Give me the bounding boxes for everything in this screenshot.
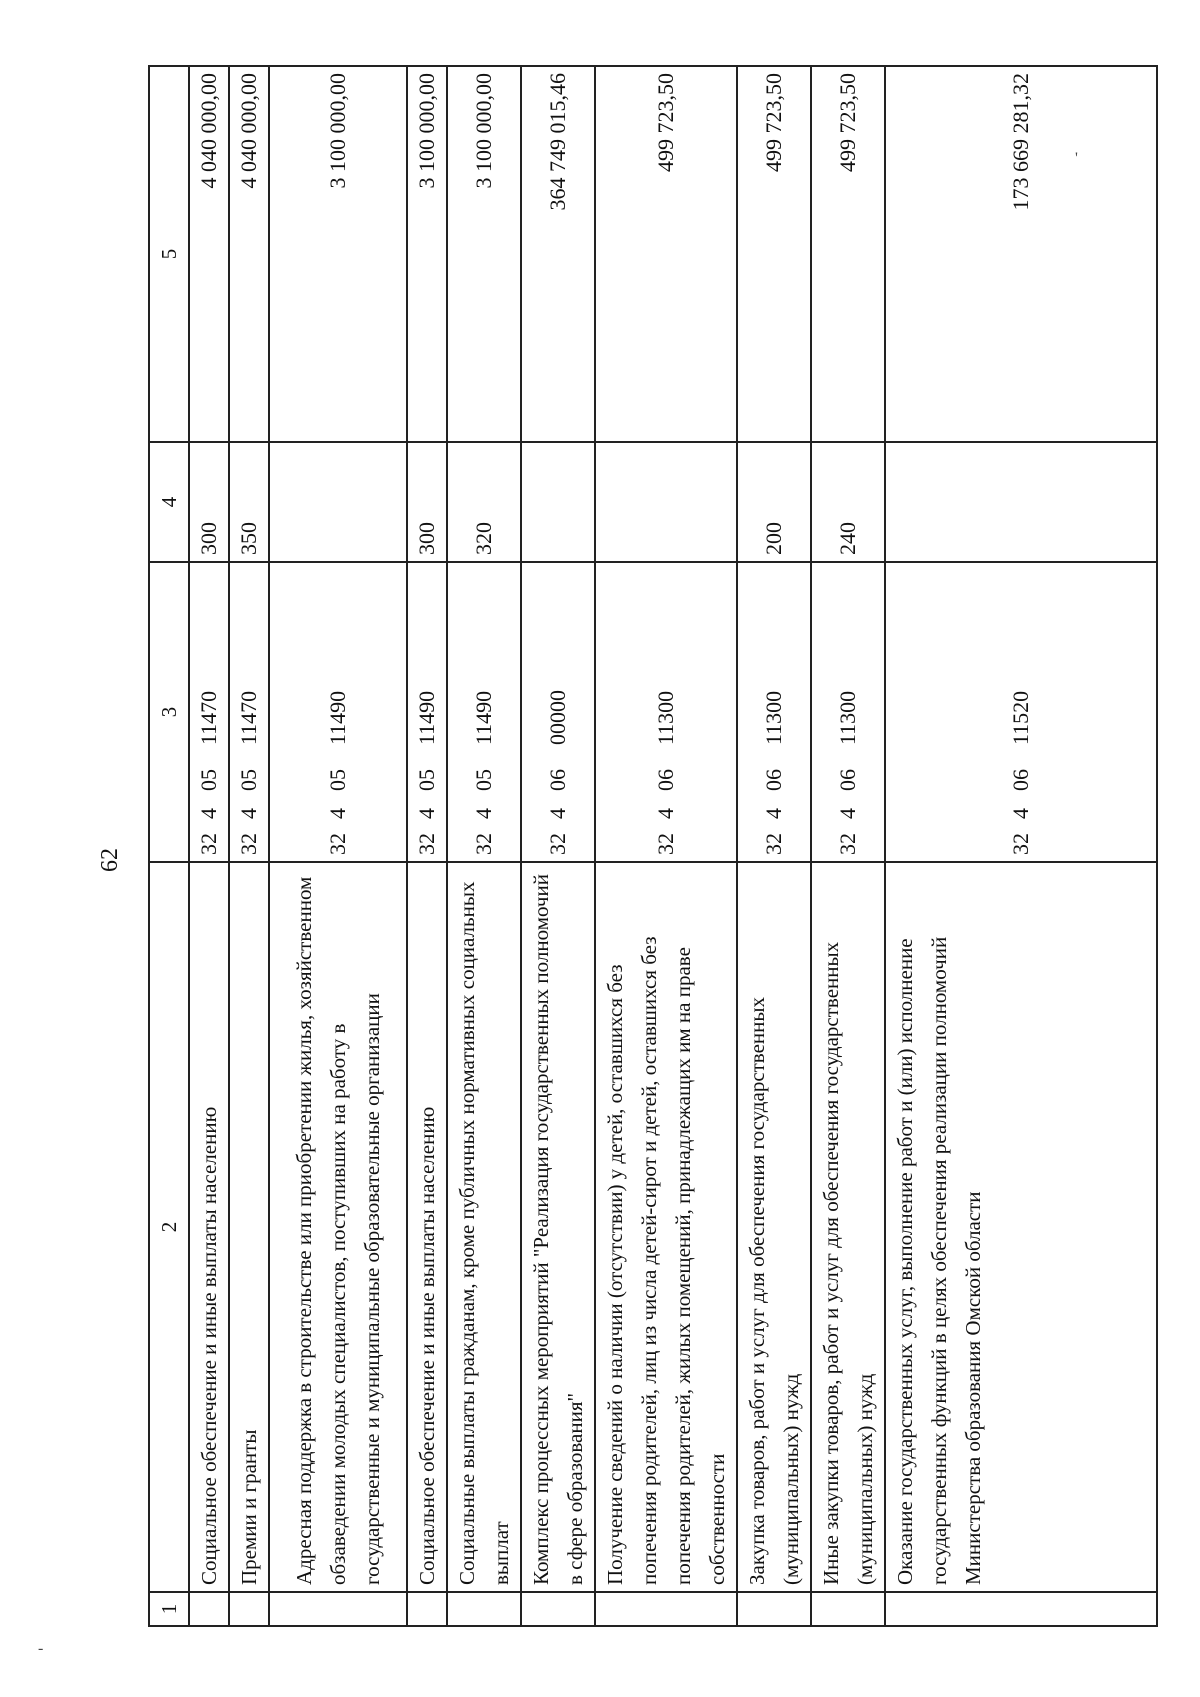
classification-code-cell: 3240611300	[595, 562, 737, 862]
expense-type-cell: 300	[189, 442, 229, 562]
row-number-cell	[521, 1592, 595, 1626]
table-row	[521, 66, 595, 1626]
classification-code-cell: 3240611300	[737, 562, 811, 862]
row-number-cell	[811, 1592, 885, 1626]
expense-name-cell: Закупка товаров, работ и услуг для обеспечения государственных (муниципальных) нужд	[737, 862, 811, 1592]
row-number-cell	[407, 1592, 447, 1626]
table-row	[189, 66, 229, 1626]
table-row	[269, 66, 407, 1626]
budget-table	[148, 65, 1158, 1627]
expense-type-cell	[521, 442, 595, 562]
header-row	[149, 66, 189, 1626]
classification-code-cell: 3240611520	[885, 562, 1157, 862]
classification-code-cell: 3240511490	[269, 562, 407, 862]
header-cell-2: 2	[149, 862, 189, 1592]
amount-cell: 3 100 000,00	[269, 66, 407, 442]
scan-artifact-tick: '	[1075, 150, 1078, 167]
table-row	[229, 66, 269, 1626]
row-number-cell	[229, 1592, 269, 1626]
classification-code-cell: 3240511470	[229, 562, 269, 862]
amount-cell: 499 723,50	[811, 66, 885, 442]
classification-code-cell: 3240511470	[189, 562, 229, 862]
row-number-cell	[595, 1592, 737, 1626]
expense-type-cell	[885, 442, 1157, 562]
expense-type-cell: 200	[737, 442, 811, 562]
expense-name-cell: Социальное обеспечение и иные выплаты населению	[189, 862, 229, 1592]
expense-name-cell: Адресная поддержка в строительстве или приобретении жилья, хозяйственном обзаведении молодых специалистов, поступивших на работу в государственные и муниципальные образовательные организации	[269, 862, 407, 1592]
header-cell-5: 5	[149, 66, 189, 442]
amount-cell: 499 723,50	[595, 66, 737, 442]
header-cell-1: 1	[149, 1592, 189, 1626]
row-number-cell	[885, 1592, 1157, 1626]
expense-type-cell: 350	[229, 442, 269, 562]
amount-cell: 499 723,50	[737, 66, 811, 442]
classification-code-cell: 3240511490	[447, 562, 521, 862]
header-cell-3: 3	[149, 562, 189, 862]
table-row	[737, 66, 811, 1626]
expense-type-cell: 320	[447, 442, 521, 562]
page-number: 62	[97, 848, 123, 872]
amount-cell: 3 100 000,00	[447, 66, 521, 442]
header-cell-4: 4	[149, 442, 189, 562]
scan-artifact-dash: -	[38, 1640, 44, 1657]
row-number-cell	[189, 1592, 229, 1626]
classification-code-cell: 3240511490	[407, 562, 447, 862]
table-row	[811, 66, 885, 1626]
table-row	[447, 66, 521, 1626]
table-row	[595, 66, 737, 1626]
amount-cell: 173 669 281,32	[885, 66, 1157, 442]
expense-name-cell: Социальные выплаты гражданам, кроме публичных нормативных социальных выплат	[447, 862, 521, 1592]
expense-type-cell: 300	[407, 442, 447, 562]
amount-cell: 4 040 000,00	[229, 66, 269, 442]
expense-name-cell: Комплекс процессных мероприятий "Реализация государственных полномочий в сфере образования"	[521, 862, 595, 1592]
expense-name-cell: Премии и гранты	[229, 862, 269, 1592]
row-number-cell	[447, 1592, 521, 1626]
amount-cell: 4 040 000,00	[189, 66, 229, 442]
table-row	[407, 66, 447, 1626]
expense-type-cell: 240	[811, 442, 885, 562]
expense-name-cell: Иные закупки товаров, работ и услуг для обеспечения государственных (муниципальных) нужд	[811, 862, 885, 1592]
classification-code-cell: 3240611300	[811, 562, 885, 862]
expense-type-cell	[269, 442, 407, 562]
amount-cell: 364 749 015,46	[521, 66, 595, 442]
classification-code-cell: 3240600000	[521, 562, 595, 862]
rotated-table-wrapper	[148, 67, 1158, 1627]
row-number-cell	[737, 1592, 811, 1626]
table-row	[885, 66, 1157, 1626]
expense-name-cell: Оказание государственных услуг, выполнение работ и (или) исполнение государственных функций в целях обеспечения реализации полномочий Министерства образования Омской области	[885, 862, 1157, 1592]
amount-cell: 3 100 000,00	[407, 66, 447, 442]
expense-type-cell	[595, 442, 737, 562]
expense-name-cell: Получение сведений о наличии (отсутствии) у детей, оставшихся без попечения родителей, лиц из числа детей-сирот и детей, оставшихся без попечения родителей, жилых помещений, принадлежащих им на праве собственности	[595, 862, 737, 1592]
row-number-cell	[269, 1592, 407, 1626]
expense-name-cell: Социальное обеспечение и иные выплаты населению	[407, 862, 447, 1592]
